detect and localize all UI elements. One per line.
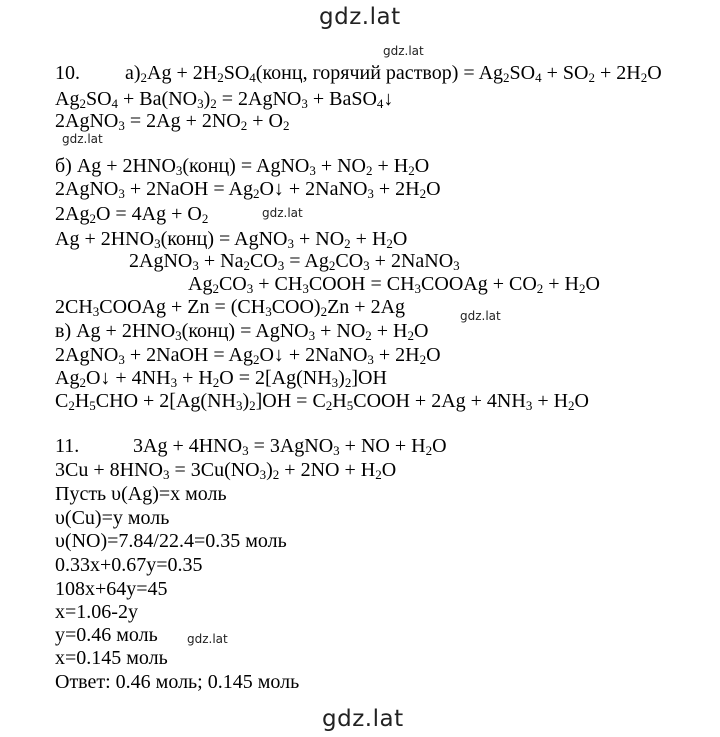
equation: $Ag_2SO_4 + Ba(NO_3)_2$ = 2AgNO$_3$ + BaSO$_4$↓: [55, 88, 394, 111]
solution-line: x=1.06-2y: [55, 601, 138, 623]
watermark-top: gdz.lat: [319, 4, 401, 30]
equation: $3Cu + 8HNO_3 = 3Cu(NO_3)_2 + 2NO + H_2O$: [55, 459, 397, 482]
problem-number: 11.: [55, 435, 80, 457]
equation: $C_2H_5CHO + 2[Ag(NH_3)_2]OH$ = $C_2H_5COOH + 2Ag + 4NH_3 + H_2O$: [55, 390, 589, 413]
equation: $2Ag_2O = 4Ag + O_2$: [55, 203, 209, 226]
solution-line: 0.33x+0.67y=0.35: [55, 554, 203, 576]
equation: $Ag + 2HNO_3(конц)$ = AgNO$_3$ + $NO_2 + H_2O$: [55, 228, 408, 251]
equation: б) $Ag + 2HNO_3(конц)$ = AgNO$_3$ + $NO_2 + H_2O$: [55, 155, 430, 178]
watermark-small: gdz.lat: [460, 309, 501, 323]
problem-11-line: [55, 435, 447, 457]
solution-line: y=0.46 моль: [55, 624, 158, 646]
watermark-small: gdz.lat: [262, 206, 303, 220]
solution-line: υ(NO)=7.84/22.4=0.35 моль: [55, 530, 287, 552]
solution-line: x=0.145 моль: [55, 647, 168, 669]
watermark-small: gdz.lat: [383, 44, 424, 58]
watermark-small: gdz.lat: [62, 132, 103, 146]
solution-line: υ(Cu)=y моль: [55, 507, 170, 529]
equation: 2AgNO$_3$ + $Na_2CO_3 = Ag_2CO_3$ + 2NaNO$_3$: [129, 250, 460, 273]
equation: 2AgNO$_3$ + 2NaOH = $Ag_2O↓$ + 2NaNO$_3$ + $2H_2O$: [55, 344, 441, 367]
equation: 2AgNO$_3$ + 2NaOH = $Ag_2O↓$ + 2NaNO$_3$ + $2H_2O$: [55, 178, 441, 201]
answer-line: Ответ: 0.46 моль; 0.145 моль: [55, 671, 300, 693]
equation: $Ag_2CO_3$ + $CH_3COOH$ = $CH_3COOAg + CO_2 + H_2O$: [188, 273, 600, 296]
equation: в) $Ag + 2HNO_3(конц)$ = AgNO$_3$ + $NO_2 + H_2O$: [55, 320, 429, 343]
equation: 2AgNO$_3$ = $2Ag + 2NO_2 + O_2$: [55, 110, 290, 133]
watermark-small: gdz.lat: [187, 632, 228, 646]
equation: $3Ag + 4HNO_3$ = 3AgNO$_3$ + NO + $H_2O$: [133, 435, 447, 458]
solution-line: Пусть υ(Ag)=x моль: [55, 483, 227, 505]
solution-line: 108x+64y=45: [55, 578, 168, 600]
equation: $2CH_3COOAg + Zn = (CH_3COO)_2Zn + 2Ag$: [55, 296, 406, 319]
problem-10-line: [55, 62, 662, 84]
watermark-bottom: gdz.lat: [322, 706, 404, 732]
equation: $а)_2Ag$ + $2H_2SO_4(конц$, горячий раствор) = $Ag_2SO_4 + SO_2 + 2H_2O$: [125, 62, 662, 85]
problem-number: 10.: [55, 62, 80, 84]
equation: $Ag_2O↓ + 4NH_3 + H_2O = 2[Ag(NH_3)_2]OH$: [55, 367, 387, 390]
